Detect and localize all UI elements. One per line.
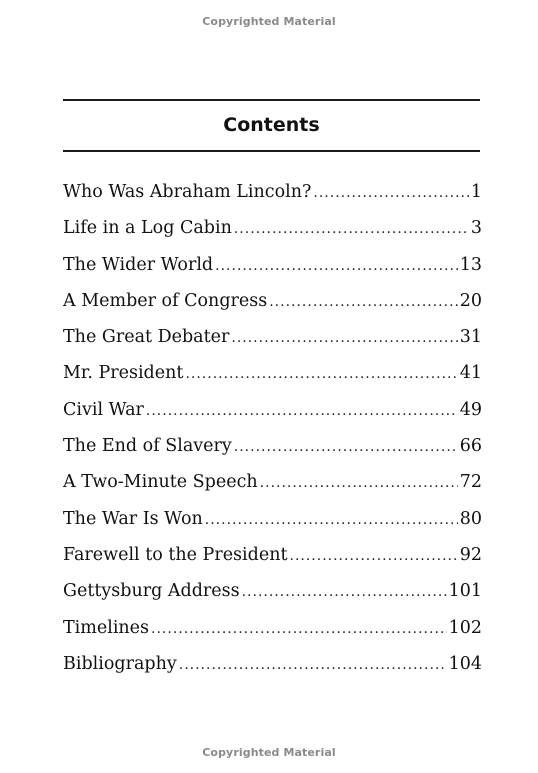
heading-rule-bottom: [63, 150, 480, 152]
dot-leader: [205, 507, 458, 533]
toc-entry-page: 13: [459, 254, 482, 275]
dot-leader: [313, 180, 468, 206]
toc-entry-title: A Two-Minute Speech: [63, 472, 258, 493]
toc-entry-title: The War Is Won: [63, 508, 203, 529]
copyright-watermark-bottom: Copyrighted Material: [202, 746, 336, 759]
toc-entry[interactable]: [63, 506, 482, 542]
toc-entry[interactable]: [63, 360, 482, 396]
toc-entry[interactable]: [63, 542, 482, 578]
toc-entry[interactable]: [63, 397, 482, 433]
dot-leader: [234, 434, 458, 460]
toc-entry[interactable]: [63, 578, 482, 614]
dot-leader: [242, 579, 447, 605]
dot-leader: [231, 325, 457, 351]
toc-entry-page: 92: [459, 544, 482, 565]
toc-entry-page: 3: [470, 218, 482, 239]
heading-rule-top: [63, 99, 480, 101]
toc-entry[interactable]: [63, 324, 482, 360]
toc-entry-page: 104: [448, 653, 482, 674]
toc-entry-page: 49: [459, 399, 482, 420]
toc-entry-title: Gettysburg Address: [63, 581, 240, 602]
toc-entry[interactable]: [63, 179, 482, 215]
toc-entry-title: The End of Slavery: [63, 436, 232, 457]
toc-entry-title: Farewell to the President: [63, 544, 288, 565]
dot-leader: [234, 216, 469, 242]
toc-entry-page: 1: [470, 182, 482, 202]
toc-entry[interactable]: [63, 651, 482, 687]
contents-heading: Contents: [223, 114, 320, 136]
toc-entry-page: 102: [448, 617, 482, 638]
toc-entry-title: Civil War: [63, 399, 144, 420]
toc-entry[interactable]: [63, 469, 482, 505]
toc-entry-page: 80: [459, 508, 482, 529]
toc-entry[interactable]: [63, 433, 482, 469]
toc-entry-page: 20: [459, 290, 482, 311]
toc-entry[interactable]: [63, 252, 482, 288]
dot-leader: [260, 470, 458, 496]
dot-leader: [290, 543, 458, 569]
dot-leader: [185, 361, 457, 387]
toc-entry[interactable]: [63, 288, 482, 324]
toc-entry-title: A Member of Congress: [63, 290, 268, 311]
toc-entry-page: 101: [448, 581, 482, 602]
toc-entry-page: 31: [459, 327, 482, 348]
toc-entry-title: Bibliography: [63, 653, 177, 674]
dot-leader: [151, 616, 447, 642]
copyright-watermark-top: Copyrighted Material: [202, 15, 336, 28]
toc-entry-page: 66: [459, 436, 482, 457]
toc-entry-title: Mr. President: [63, 363, 184, 384]
toc-entry[interactable]: [63, 215, 482, 251]
toc-entry-title: Timelines: [63, 617, 150, 638]
toc-entry-page: 72: [459, 472, 482, 493]
toc-entry-title: Who Was Abraham Lincoln?: [63, 182, 312, 202]
dot-leader: [269, 289, 458, 315]
toc-entry-title: Life in a Log Cabin: [63, 218, 232, 239]
dot-leader: [179, 652, 447, 678]
toc-entry[interactable]: [63, 615, 482, 651]
toc-entry-title: The Great Debater: [63, 327, 230, 348]
dot-leader: [146, 398, 458, 424]
table-of-contents: [63, 179, 482, 687]
dot-leader: [215, 253, 458, 279]
toc-entry-page: 41: [459, 363, 482, 384]
toc-entry-title: The Wider World: [63, 254, 214, 275]
